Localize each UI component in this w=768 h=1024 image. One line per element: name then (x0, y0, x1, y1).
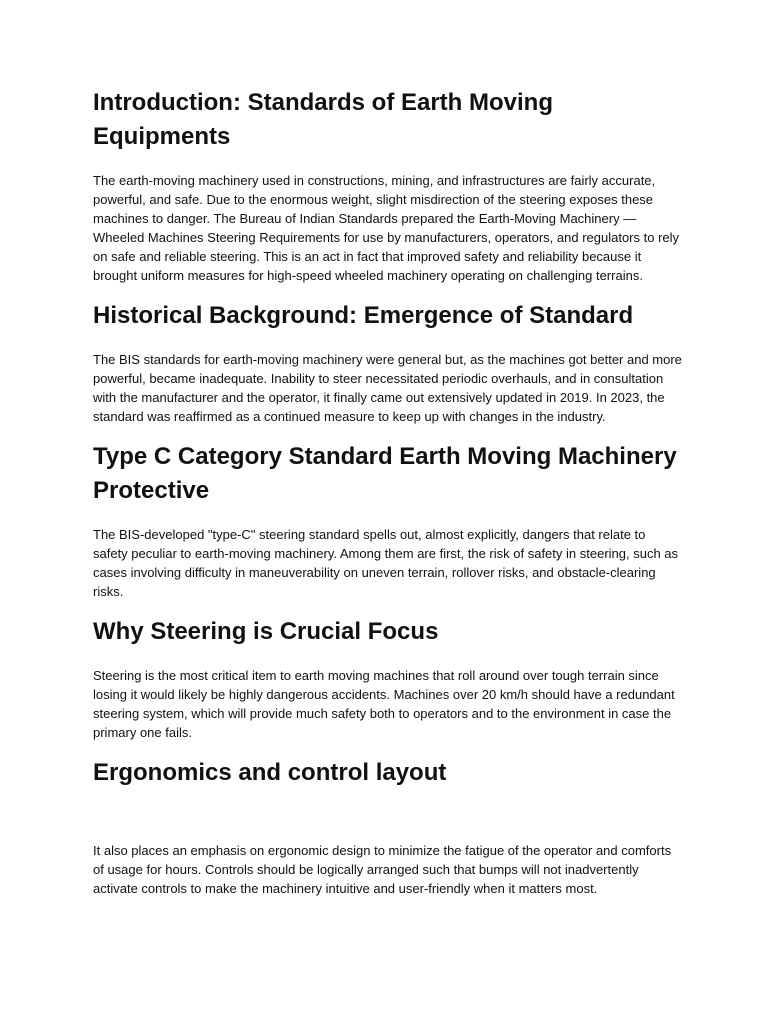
blank-gap (93, 807, 683, 841)
section-heading-type-c-category: Type C Category Standard Earth Moving Machinery Protective (93, 443, 677, 504)
section-body-introduction: The earth-moving machinery used in constructions, mining, and infrastructures are fairly accurate, powerful, and safe. Due to the enormous weight, slight misdirection of the steering exposes these machines to danger. The Bureau of Indian Standards prepared the Earth-Moving Machinery — Wheeled Machines Steering Requirements for use by manufacturers, operators, and regulators to rely on safe and reliable steering. This is an act in fact that improved safety and reliability because it brought uniform measures for high-speed wheeled machinery operating on challenging terrains. (93, 173, 680, 283)
document-page (93, 86, 683, 912)
section-heading-steering-focus: Why Steering is Crucial Focus (93, 618, 439, 645)
section-heading-historical-background: Historical Background: Emergence of Standard (93, 302, 634, 329)
section-heading-ergonomics: Ergonomics and control layout (93, 759, 447, 786)
section-body-ergonomics: It also places an emphasis on ergonomic design to minimize the fatigue of the operator and comforts of usage for hours. Controls should be logically arranged such that bumps will not inadvertently activate controls to make the machinery intuitive and user-friendly when it matters most. (93, 843, 672, 896)
section-heading-introduction: Introduction: Standards of Earth Moving Equipments (93, 89, 553, 150)
section-body-historical-background: The BIS standards for earth-moving machinery were general but, as the machines got better and more powerful, became inadequate. Inability to steer necessitated periodic overhauls, and in consultation with the manufacturer and the operator, it finally came out extensively updated in 2019. In 2023, the standard was reaffirmed as a continued measure to keep up with changes in the industry. (93, 352, 682, 424)
section-body-steering-focus: Steering is the most critical item to earth moving machines that roll around over tough terrain since losing it would likely be highly dangerous accidents. Machines over 20 km/h should have a redundant steering system, which will provide much safety both to operators and to the environment in case the primary one fails. (93, 668, 675, 740)
section-body-type-c-category: The BIS-developed "type-C" steering standard spells out, almost explicitly, dangers that relate to safety peculiar to earth-moving machinery. Among them are first, the risk of safety in steering, such as cases involving difficulty in maneuverability on uneven terrain, rollover risks, and obstacle-clearing risks. (93, 527, 679, 599)
